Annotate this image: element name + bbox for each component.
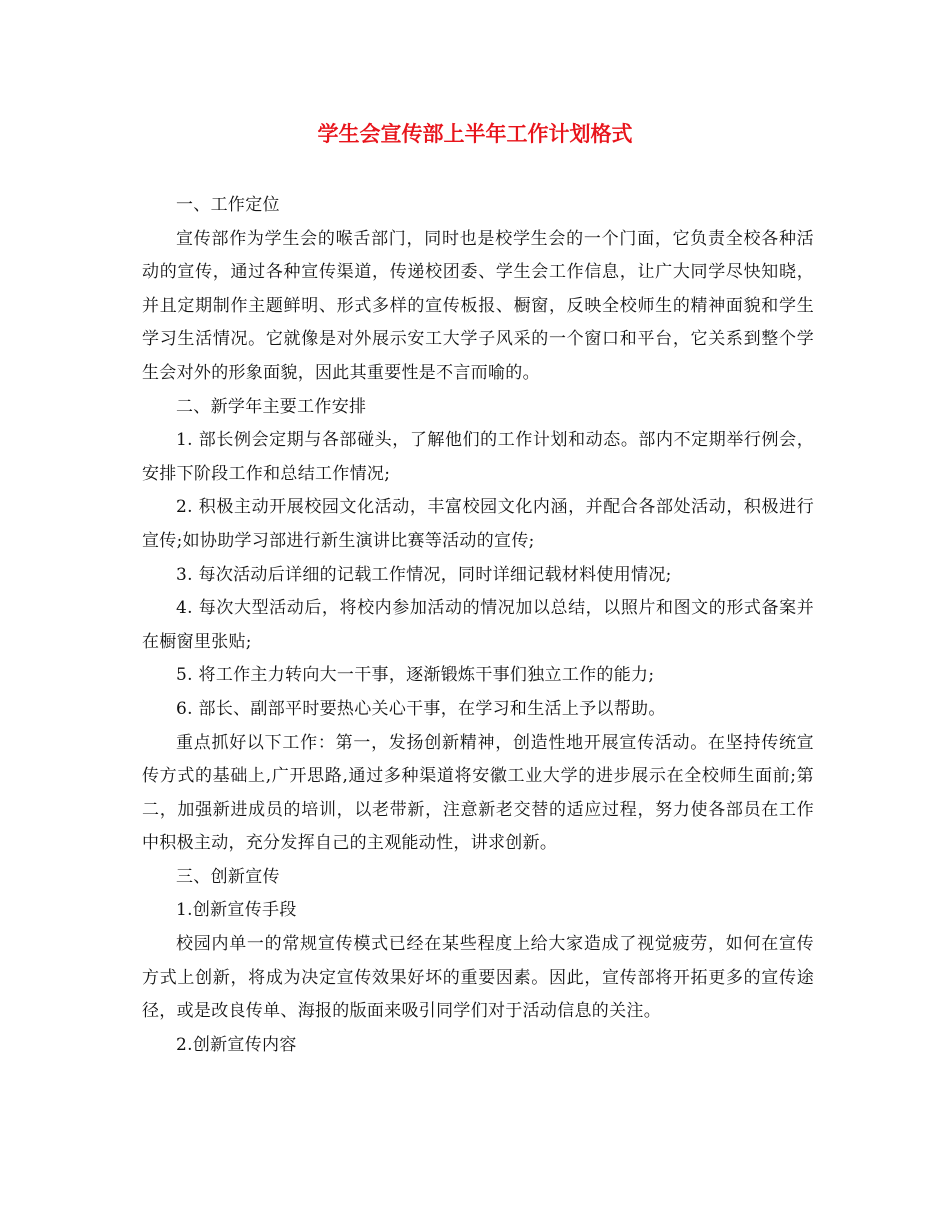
section-heading-positioning: 一、工作定位 xyxy=(176,195,280,215)
paragraph-methods: 校园内单一的常规宣传模式已经在某些程度上给大家造成了视觉疲劳，如何在宣传方式上创新，将成为决定宣传效果好坏的重要因素。因此，宣传部将开拓更多的宣传途径，或是改良传单、海报的版面来吸引同学们对于活动信息的关注。 xyxy=(142,934,814,1022)
paragraph-key-work: 重点抓好以下工作：第一，发扬创新精神，创造性地开展宣传活动。在坚持传统宣传方式的基础上,广开思路,通过多种渠道将安徽工业大学的进步展示在全校师生面前;第二，加强新进成员的培训，以老带新，注意新老交替的适应过程，努力使各部员在工作中积极主动，充分发挥自己的主观能动性，讲求创新。 xyxy=(142,732,814,854)
list-item: 4. 每次大型活动后，将校内参加活动的情况加以总结，以照片和图文的形式备案并在橱窗里张贴; xyxy=(142,598,814,652)
list-item: 1. 部长例会定期与各部碰头，了解他们的工作计划和动态。部内不定期举行例会，安排下阶段工作和总结工作情况; xyxy=(142,430,814,484)
list-item: 3. 每次活动后详细的记载工作情况，同时详细记载材料使用情况; xyxy=(176,564,672,585)
document-title: 学生会宣传部上半年工作计划格式 xyxy=(317,121,633,146)
list-item: 2. 积极主动开展校园文化活动，丰富校园文化内涵，并配合各部处活动，积极进行宣传;如协助学习部进行新生演讲比赛等活动的宣传; xyxy=(142,497,814,551)
subheading-methods: 1.创新宣传手段 xyxy=(176,900,297,921)
section-heading-arrangements: 二、新学年主要工作安排 xyxy=(176,396,367,417)
subheading-content: 2.创新宣传内容 xyxy=(176,1034,297,1055)
paragraph-positioning: 宣传部作为学生会的喉舌部门，同时也是校学生会的一个门面，它负责全校各种活动的宣传，通过各种宣传渠道，传递校团委、学生会工作信息，让广大同学尽快知晓，并且定期制作主题鲜明、形式多样的宣传板报、橱窗，反映全校师生的精神面貌和学生学习生活情况。它就像是对外展示安工大学子风采的一个窗口和平台，它关系到整个学生会对外的形象面貌，因此其重要性是不言而喻的。 xyxy=(142,228,814,383)
list-item: 6. 部长、副部平时要热心关心干事，在学习和生活上予以帮助。 xyxy=(176,698,666,719)
section-heading-innovation: 三、创新宣传 xyxy=(176,866,280,887)
list-item: 5. 将工作主力转向大一干事，逐渐锻炼干事们独立工作的能力; xyxy=(176,665,655,686)
document-body xyxy=(142,189,814,1062)
